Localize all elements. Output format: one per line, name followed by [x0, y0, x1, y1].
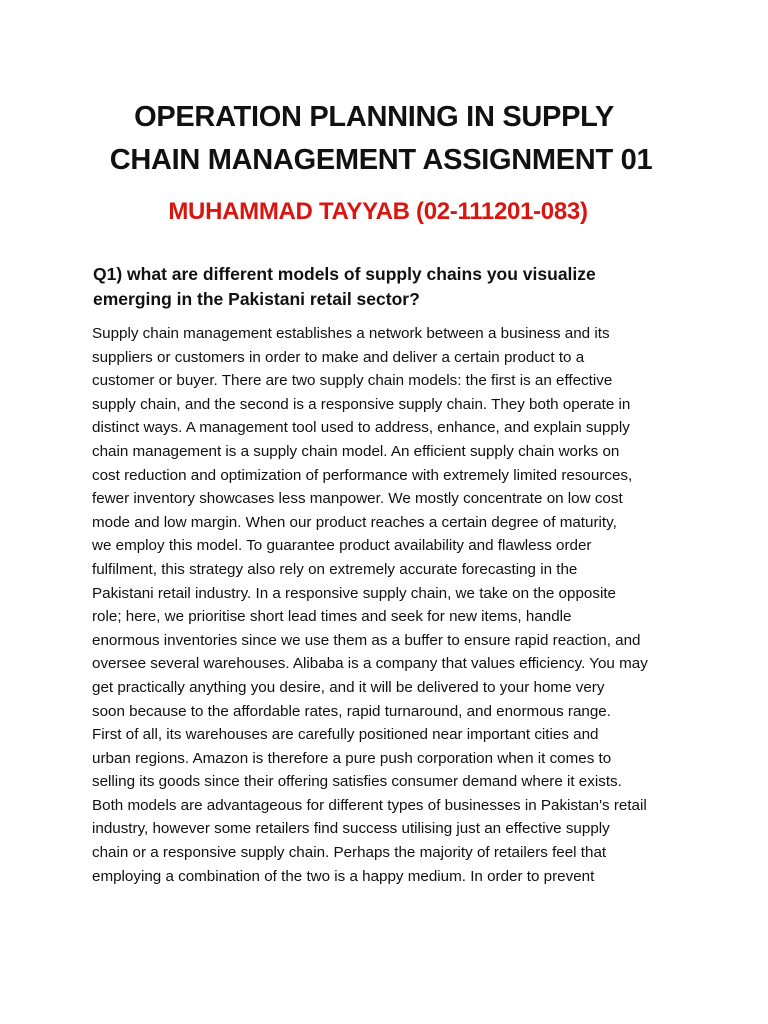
body-line: urban regions. Amazon is therefore a pure push corporation when it comes to	[92, 749, 612, 767]
body-line: industry, however some retailers find success utilising just an effective supply	[92, 820, 610, 838]
question-heading	[93, 262, 693, 312]
body-line: fulfilment, this strategy also rely on extremely accurate forecasting in the	[92, 560, 578, 578]
body-line: chain or a responsive supply chain. Perhaps the majority of retailers feel that	[92, 844, 607, 862]
question-line-1: Q1) what are different models of supply chains you visualize	[93, 264, 596, 284]
body-line: supply chain, and the second is a responsive supply chain. They both operate in	[92, 395, 631, 413]
body-paragraph	[92, 322, 692, 888]
document-title	[0, 96, 768, 182]
body-line: Supply chain management establishes a network between a business and its	[92, 325, 610, 342]
title-line-2: CHAIN MANAGEMENT ASSIGNMENT 01	[109, 144, 653, 176]
author-name: MUHAMMAD TAYYAB (02-111201-083)	[168, 198, 588, 225]
body-line: we employ this model. To guarantee product availability and flawless order	[92, 537, 592, 555]
body-line: soon because to the affordable rates, rapid turnaround, and enormous range.	[92, 702, 611, 720]
body-line: cost reduction and optimization of performance with extremely limited resources,	[92, 466, 633, 484]
body-line: distinct ways. A management tool used to address, enhance, and explain supply	[92, 419, 630, 437]
question-line-2: emerging in the Pakistani retail sector?	[93, 289, 420, 309]
body-line: employing a combination of the two is a happy medium. In order to prevent	[92, 867, 595, 885]
body-line: enormous inventories since we use them as a buffer to ensure rapid reaction, and	[92, 631, 641, 649]
body-line: oversee several warehouses. Alibaba is a company that values efficiency. You may	[92, 655, 648, 673]
body-line: selling its goods since their offering satisfies consumer demand where it exists.	[92, 773, 622, 791]
body-line: Both models are advantageous for different types of businesses in Pakistan's retail	[92, 796, 647, 814]
body-line: role; here, we prioritise short lead times and seek for new items, handle	[92, 608, 572, 626]
body-line: Pakistani retail industry. In a responsive supply chain, we take on the opposite	[92, 584, 616, 602]
body-line: mode and low margin. When our product reaches a certain degree of maturity,	[92, 513, 617, 531]
body-line: fewer inventory showcases less manpower. We mostly concentrate on low cost	[92, 490, 623, 508]
body-line: suppliers or customers in order to make and deliver a certain product to a	[92, 348, 585, 366]
body-line: chain management is a supply chain model. An efficient supply chain works on	[92, 442, 620, 460]
body-line: First of all, its warehouses are carefully positioned near important cities and	[92, 726, 599, 744]
title-line-1: OPERATION PLANNING IN SUPPLY	[134, 101, 614, 133]
body-line: get practically anything you desire, and it will be delivered to your home very	[92, 678, 605, 696]
body-line: customer or buyer. There are two supply chain models: the first is an effective	[92, 372, 613, 390]
